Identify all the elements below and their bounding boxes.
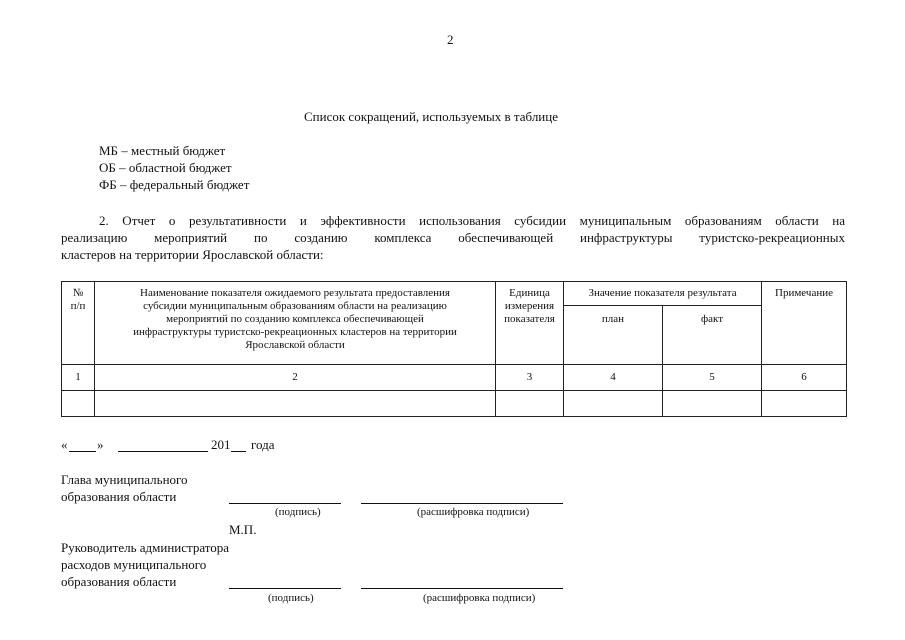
signature-caption: (подпись)	[268, 592, 314, 604]
header-value-group: Значение показателя результата	[564, 282, 762, 306]
header-indicator-name: Наименование показателя ожидаемого результата предоставления субсидии муниципальным образованиям области на реализацию мероприятий по созданию комплекса обеспечивающей инфраструктуры туристско-рекреационных кластеров на территории Ярославской области	[95, 282, 496, 365]
empty-cell	[564, 391, 663, 417]
header-fact: факт	[663, 306, 762, 365]
signature-blank	[229, 503, 341, 504]
header-note: Примечание	[762, 282, 847, 365]
col-number-cell: 3	[496, 365, 564, 391]
empty-data-row	[62, 391, 847, 417]
signature-decode-caption: (расшифровка подписи)	[417, 506, 530, 518]
signature-decode-blank	[361, 503, 563, 504]
section-paragraph-line: 2. Отчет о результативности и эффективности использования субсидии муниципальным образованиям области на	[99, 213, 845, 228]
col-number-cell: 2	[95, 365, 496, 391]
signature-decode-caption: (расшифровка подписи)	[423, 592, 536, 604]
report-table	[61, 281, 847, 417]
date-year-blank	[231, 451, 246, 452]
header-plan: план	[564, 306, 663, 365]
empty-cell	[62, 391, 95, 417]
date-month-blank	[118, 451, 208, 452]
stamp-label: М.П.	[229, 522, 257, 537]
abbreviation-item: МБ – местный бюджет	[99, 143, 226, 158]
signature-caption: (подпись)	[275, 506, 321, 518]
date-open-quote: «	[61, 437, 68, 452]
col-number-cell: 5	[663, 365, 762, 391]
head-title-line: образования области	[61, 489, 177, 504]
page-number: 2	[447, 32, 454, 47]
section-paragraph-line: реализацию мероприятий по созданию комплекса обеспечивающей инфраструктуры туристско-рекреационных	[61, 230, 845, 245]
header-unit: Единица измерения показателя	[496, 282, 564, 365]
col-number-cell: 1	[62, 365, 95, 391]
empty-cell	[95, 391, 496, 417]
date-day-blank	[69, 451, 96, 452]
empty-cell	[663, 391, 762, 417]
col-number-cell: 6	[762, 365, 847, 391]
signature-blank	[229, 588, 341, 589]
date-close-quote: »	[97, 437, 104, 452]
date-year-word: года	[251, 437, 275, 452]
empty-cell	[762, 391, 847, 417]
signature-decode-blank	[361, 588, 563, 589]
admin-title-line: Руководитель администратора	[61, 540, 230, 555]
empty-cell	[496, 391, 564, 417]
admin-title-line: расходов муниципального	[61, 557, 207, 572]
abbreviation-item: ОБ – областной бюджет	[99, 160, 232, 175]
col-number-cell: 4	[564, 365, 663, 391]
abbreviations-heading: Список сокращений, используемых в таблице	[304, 109, 558, 124]
admin-title-line: образования области	[61, 574, 177, 589]
header-num: № п/п	[62, 282, 95, 365]
abbreviation-item: ФБ – федеральный бюджет	[99, 177, 250, 192]
head-title-line: Глава муниципального	[61, 472, 188, 487]
date-year-prefix: 201	[211, 437, 231, 452]
section-paragraph-line: кластеров на территории Ярославской области:	[61, 247, 324, 262]
